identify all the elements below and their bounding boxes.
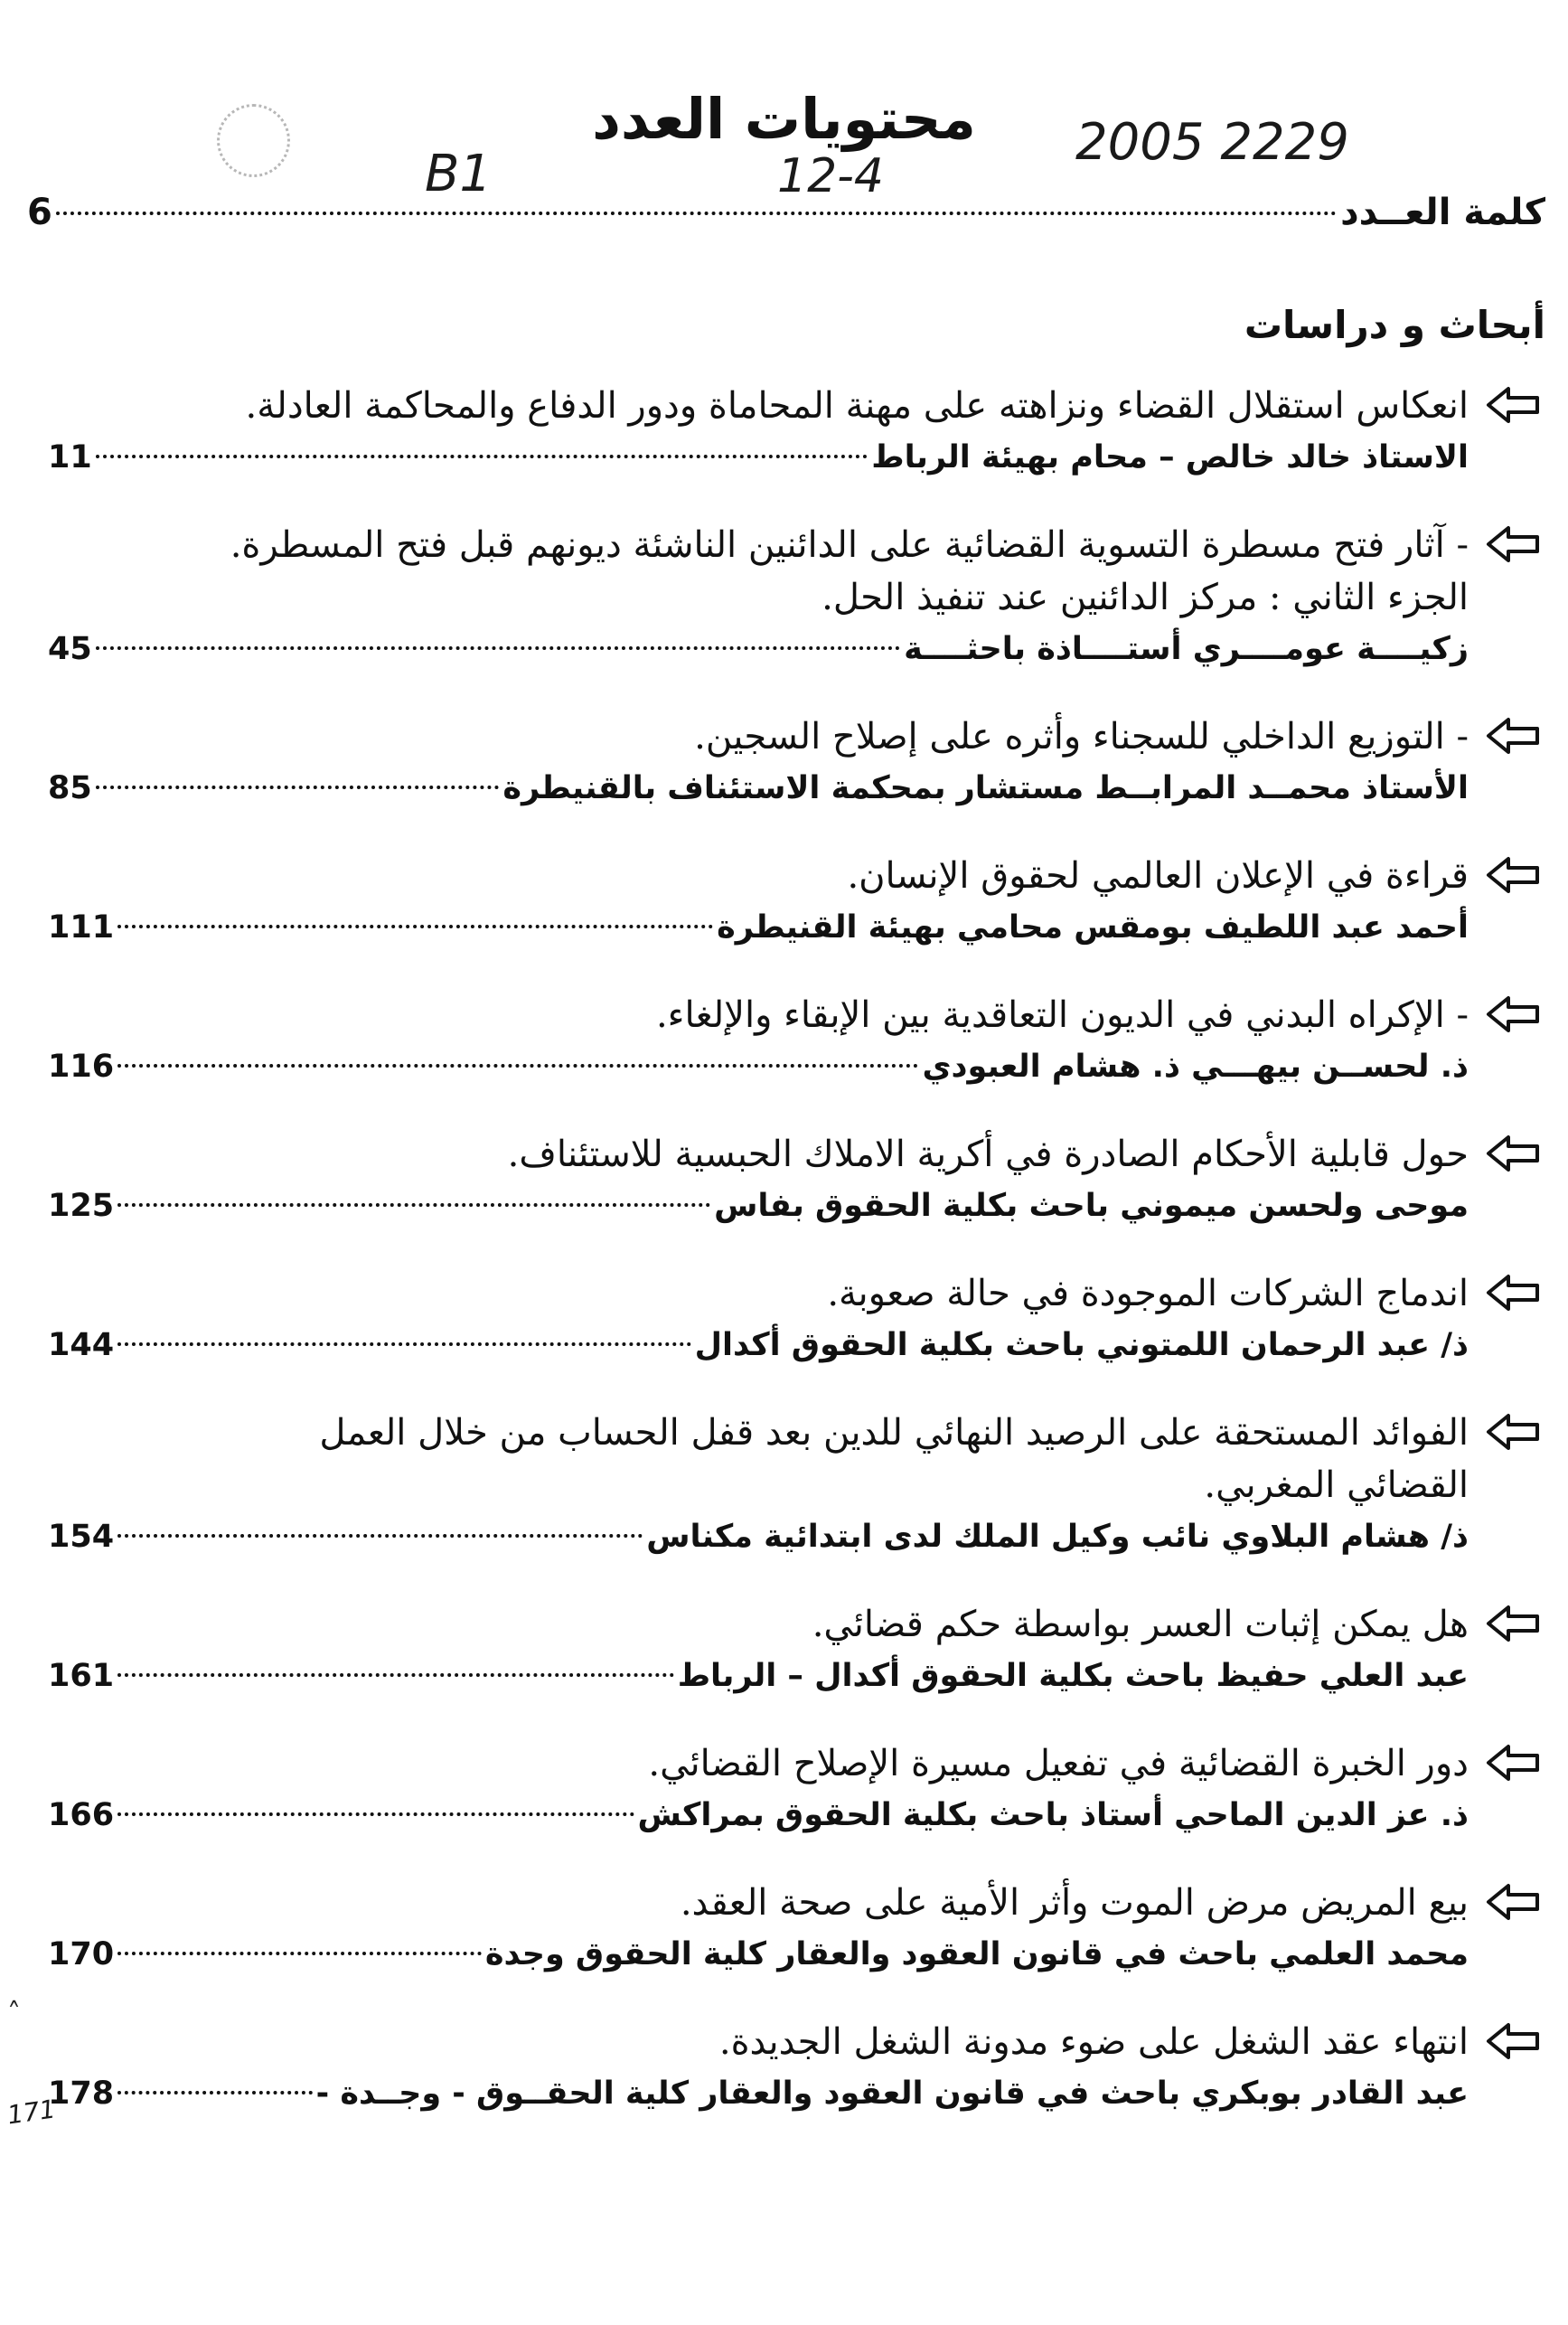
- entry-title-line: اندماج الشركات الموجودة في حالة صعوبة.: [827, 1273, 1469, 1314]
- arrow-left-icon: [1485, 1882, 1541, 1922]
- entry-author-row: [23, 624, 1541, 674]
- entry-title-line: حول قابلية الأحكام الصادرة في أكرية الاملاك الحبسية للاستئناف.: [507, 1134, 1469, 1175]
- toc-entry[interactable]: [23, 1407, 1541, 1562]
- leader-dots: [117, 2091, 313, 2094]
- entry-page-number: 166: [48, 1797, 115, 1833]
- arrow-left-icon: [1485, 1743, 1541, 1783]
- toc-entry[interactable]: [23, 519, 1541, 674]
- entry-author-row: [23, 763, 1541, 814]
- entry-title-line: الفوائد المستحقة على الرصيد النهائي للدين بعد قفل الحساب من خلال العمل: [319, 1412, 1469, 1454]
- entry-author: أحمد عبد اللطيف بومقس محامي بهيئة القنيطرة: [717, 909, 1469, 946]
- toc-entry[interactable]: [23, 1267, 1541, 1370]
- entry-author-row: [23, 1929, 1541, 1980]
- entry-title-line: هل يمكن إثبات العسر بواسطة حكم قضائي.: [812, 1604, 1469, 1645]
- entry-page-number: 116: [48, 1049, 115, 1085]
- handwritten-reference: B1: [425, 145, 493, 203]
- entry-author-row: [23, 1041, 1541, 1092]
- toc-entry[interactable]: [23, 1737, 1541, 1840]
- entry-page-number: 45: [48, 631, 92, 667]
- entry-author-row: [23, 1320, 1541, 1370]
- entry-title-line: القضائي المغربي.: [1204, 1464, 1469, 1506]
- toc-entry[interactable]: [23, 380, 1541, 483]
- entry-title-line: - التوزيع الداخلي للسجناء وأثره على إصلاح السجين.: [694, 716, 1469, 758]
- entry-author: الاستاذ خالد خالص – محام بهيئة الرباط: [871, 439, 1469, 475]
- arrow-left-icon: [1485, 716, 1541, 756]
- margin-mark: ˄: [7, 1998, 21, 2029]
- entry-title-line: انعكاس استقلال القضاء ونزاهته على مهنة المحاماة ودور الدفاع والمحاكمة العادلة.: [245, 385, 1469, 427]
- entry-page-number: 11: [48, 439, 92, 475]
- arrow-left-icon: [1485, 1604, 1541, 1643]
- entry-page-number: 178: [48, 2076, 115, 2112]
- arrow-left-icon: [1485, 994, 1541, 1034]
- entry-title-line: انتهاء عقد الشغل على ضوء مدونة الشغل الجديدة.: [718, 2021, 1469, 2063]
- entry-author-row: [23, 432, 1541, 483]
- entry-author: عبد العلي حفيظ باحث بكلية الحقوق أكدال – الرباط: [677, 1658, 1469, 1694]
- entry-author-row: [23, 2068, 1541, 2119]
- entry-page-number: 111: [48, 909, 115, 946]
- entry-title-line: قراءة في الإعلان العالمي لحقوق الإنسان.: [847, 855, 1469, 897]
- leader-dots: [96, 455, 869, 458]
- leader-dots: [117, 1064, 918, 1068]
- leader-dots: [117, 1673, 674, 1677]
- leader-dots: [96, 786, 500, 789]
- entry-page-number: 85: [48, 770, 92, 806]
- entry-page-number: 170: [48, 1936, 115, 1972]
- entry-author: ذ/ عبد الرحمان اللمتوني باحث بكلية الحقوق أكدال: [694, 1327, 1469, 1363]
- intro-label: كلمة العــدد: [1340, 192, 1545, 233]
- leader-dots: [96, 646, 900, 650]
- leader-dots: [117, 1534, 643, 1538]
- entry-author-row: [23, 902, 1541, 953]
- entry-author-row: [23, 1651, 1541, 1701]
- arrow-left-icon: [1485, 1273, 1541, 1313]
- page-title: محتويات العدد: [592, 86, 976, 152]
- arrow-left-icon: [1485, 2021, 1541, 2061]
- section-heading: أبحاث و دراسات: [1244, 303, 1545, 347]
- arrow-left-icon: [1485, 855, 1541, 895]
- leader-dots: [117, 1342, 691, 1346]
- handwritten-date: 12-4: [777, 149, 885, 203]
- arrow-left-icon: [1485, 385, 1541, 425]
- toc-entry[interactable]: [23, 989, 1541, 1092]
- handwritten-page-mark: 171: [5, 2094, 58, 2131]
- entry-author: زكيــــة عومــــري أستــــاذة باحثــــة: [904, 631, 1469, 667]
- entry-author: عبد القادر بوبكري باحث في قانون العقود والعقار كلية الحقــوق - وجــدة -: [315, 2076, 1469, 2112]
- entry-author: الأستاذ محمــد المرابــط مستشار بمحكمة الاستئناف بالقنيطرة: [502, 770, 1469, 806]
- toc-entry[interactable]: [23, 1877, 1541, 1980]
- entry-author: موحى ولحسن ميموني باحث بكلية الحقوق بفاس: [714, 1188, 1469, 1224]
- entry-author: ذ/ هشام البلاوي نائب وكيل الملك لدى ابتدائية مكناس: [646, 1519, 1469, 1555]
- entry-author: ذ. لحســن بيهـــي ذ. هشام العبودي: [922, 1049, 1469, 1085]
- entry-title-line: - الإكراه البدني في الديون التعاقدية بين الإبقاء والإلغاء.: [655, 994, 1469, 1036]
- arrow-left-icon: [1485, 1412, 1541, 1452]
- leader-dots: [117, 1812, 634, 1816]
- arrow-left-icon: [1485, 1134, 1541, 1173]
- leader-dots: [117, 925, 713, 928]
- leader-dots: [56, 212, 1337, 215]
- entry-page-number: 161: [48, 1658, 115, 1694]
- toc-entry[interactable]: [23, 711, 1541, 814]
- handwritten-code: 2005 2229: [1075, 113, 1349, 172]
- leader-dots: [117, 1203, 710, 1207]
- toc-entry[interactable]: [23, 1598, 1541, 1701]
- arrow-left-icon: [1485, 524, 1541, 564]
- entry-title-line: الجزء الثاني : مركز الدائنين عند تنفيذ الحل.: [822, 577, 1469, 618]
- toc-intro-row: [27, 192, 1545, 237]
- toc-entry[interactable]: [23, 850, 1541, 953]
- entry-author: ذ. عز الدين الماحي أستاذ باحث بكلية الحقوق بمراكش: [637, 1797, 1469, 1833]
- entry-title-line: دور الخبرة القضائية في تفعيل مسيرة الإصلاح القضائي.: [648, 1743, 1469, 1784]
- toc-entry[interactable]: [23, 1128, 1541, 1231]
- leader-dots: [117, 1952, 482, 1955]
- entry-author: محمد العلمي باحث في قانون العقود والعقار كلية الحقوق وجدة: [484, 1936, 1469, 1972]
- entry-author-row: [23, 1181, 1541, 1231]
- toc-entries: [23, 380, 1541, 2155]
- entry-title-line: بيع المريض مرض الموت وأثر الأمية على صحة العقد.: [680, 1882, 1469, 1924]
- entry-author-row: [23, 1790, 1541, 1840]
- entry-author-row: [23, 1511, 1541, 1562]
- intro-page-number: 6: [27, 192, 52, 233]
- toc-entry[interactable]: [23, 2016, 1541, 2119]
- entry-page-number: 154: [48, 1519, 115, 1555]
- entry-page-number: 144: [48, 1327, 115, 1363]
- entry-title-line: - آثار فتح مسطرة التسوية القضائية على الدائنين الناشئة ديونهم قبل فتح المسطرة.: [230, 524, 1469, 566]
- entry-page-number: 125: [48, 1188, 115, 1224]
